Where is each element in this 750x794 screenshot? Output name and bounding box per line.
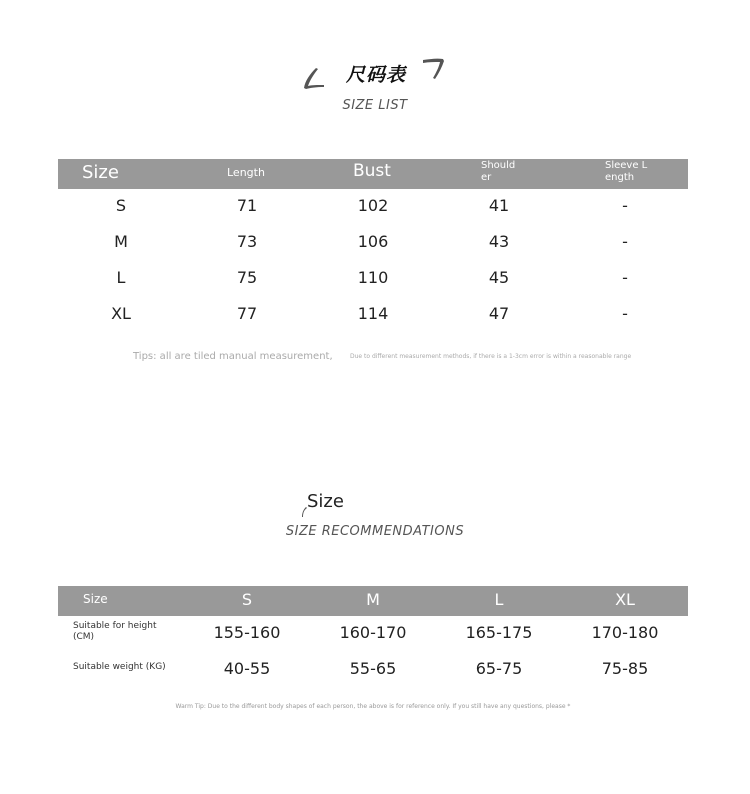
cell-bust: 106 xyxy=(357,232,389,251)
cell-length: 75 xyxy=(236,268,258,287)
column-header-m: M xyxy=(366,590,380,609)
recommendation-subtitle: SIZE RECOMMENDATIONS xyxy=(285,524,465,539)
column-header-s: S xyxy=(241,590,253,609)
cell-size: S xyxy=(115,196,127,215)
cell-height-l: 165-175 xyxy=(465,623,533,642)
cell-weight-m: 55-65 xyxy=(349,659,397,678)
size-chart-title: 尺码表 xyxy=(345,64,406,86)
table-row xyxy=(58,260,688,296)
cell-sleeve-length: - xyxy=(622,304,628,323)
cell-size: L xyxy=(116,268,126,287)
cell-sleeve-length: - xyxy=(622,232,628,251)
cell-weight-l: 65-75 xyxy=(475,659,523,678)
column-header-xl: XL xyxy=(615,590,635,609)
table-row xyxy=(58,224,688,260)
cell-shoulder: 43 xyxy=(488,232,510,251)
recommendation-table-header xyxy=(58,586,688,616)
cell-height-s: 155-160 xyxy=(213,623,281,642)
brush-stroke-right-icon xyxy=(421,56,445,82)
cell-length: 71 xyxy=(236,196,258,215)
table-row xyxy=(58,188,688,224)
column-header-l: L xyxy=(494,590,504,609)
row-label-weight: Suitable weight (KG) xyxy=(73,662,166,672)
cell-bust: 102 xyxy=(357,196,389,215)
cell-bust: 110 xyxy=(357,268,389,287)
cell-sleeve-length: - xyxy=(622,196,628,215)
cell-length: 77 xyxy=(236,304,258,323)
cell-height-xl: 170-180 xyxy=(591,623,659,642)
column-header-sleeve-length: Sleeve L ength xyxy=(605,160,648,183)
row-label-height: Suitable for height (CM) xyxy=(73,621,157,642)
cell-shoulder: 41 xyxy=(488,196,510,215)
cell-size: XL xyxy=(111,304,131,323)
column-header-length: Length xyxy=(227,166,265,179)
recommendation-title: Size xyxy=(307,491,344,512)
size-list-subtitle: SIZE LIST xyxy=(342,98,408,113)
cell-weight-xl: 75-85 xyxy=(601,659,649,678)
cell-bust: 114 xyxy=(357,304,389,323)
column-header-size: Size xyxy=(82,162,119,183)
table-row xyxy=(58,296,688,332)
cell-shoulder: 45 xyxy=(488,268,510,287)
table-row xyxy=(58,651,688,687)
table-row xyxy=(58,615,688,651)
measurement-error-note: Due to different measurement methods, if there is a 1-3cm error is within a reasonable range xyxy=(350,353,632,360)
column-header-size: Size xyxy=(83,592,108,606)
measurement-tip: Tips: all are tiled manual measurement, xyxy=(133,351,333,362)
brush-stroke-left-icon xyxy=(302,66,326,92)
cell-length: 73 xyxy=(236,232,258,251)
cell-shoulder: 47 xyxy=(488,304,510,323)
cell-weight-s: 40-55 xyxy=(223,659,271,678)
cell-size: M xyxy=(114,232,128,251)
cell-sleeve-length: - xyxy=(622,268,628,287)
column-header-bust: Bust xyxy=(353,161,391,181)
column-header-shoulder: Should er xyxy=(481,160,516,183)
warm-tip: Warm Tip: Due to the different body shapes of each person, the above is for reference only. If you still have any questions, please * xyxy=(175,703,571,710)
size-table-header xyxy=(58,159,688,189)
cell-height-m: 160-170 xyxy=(339,623,407,642)
